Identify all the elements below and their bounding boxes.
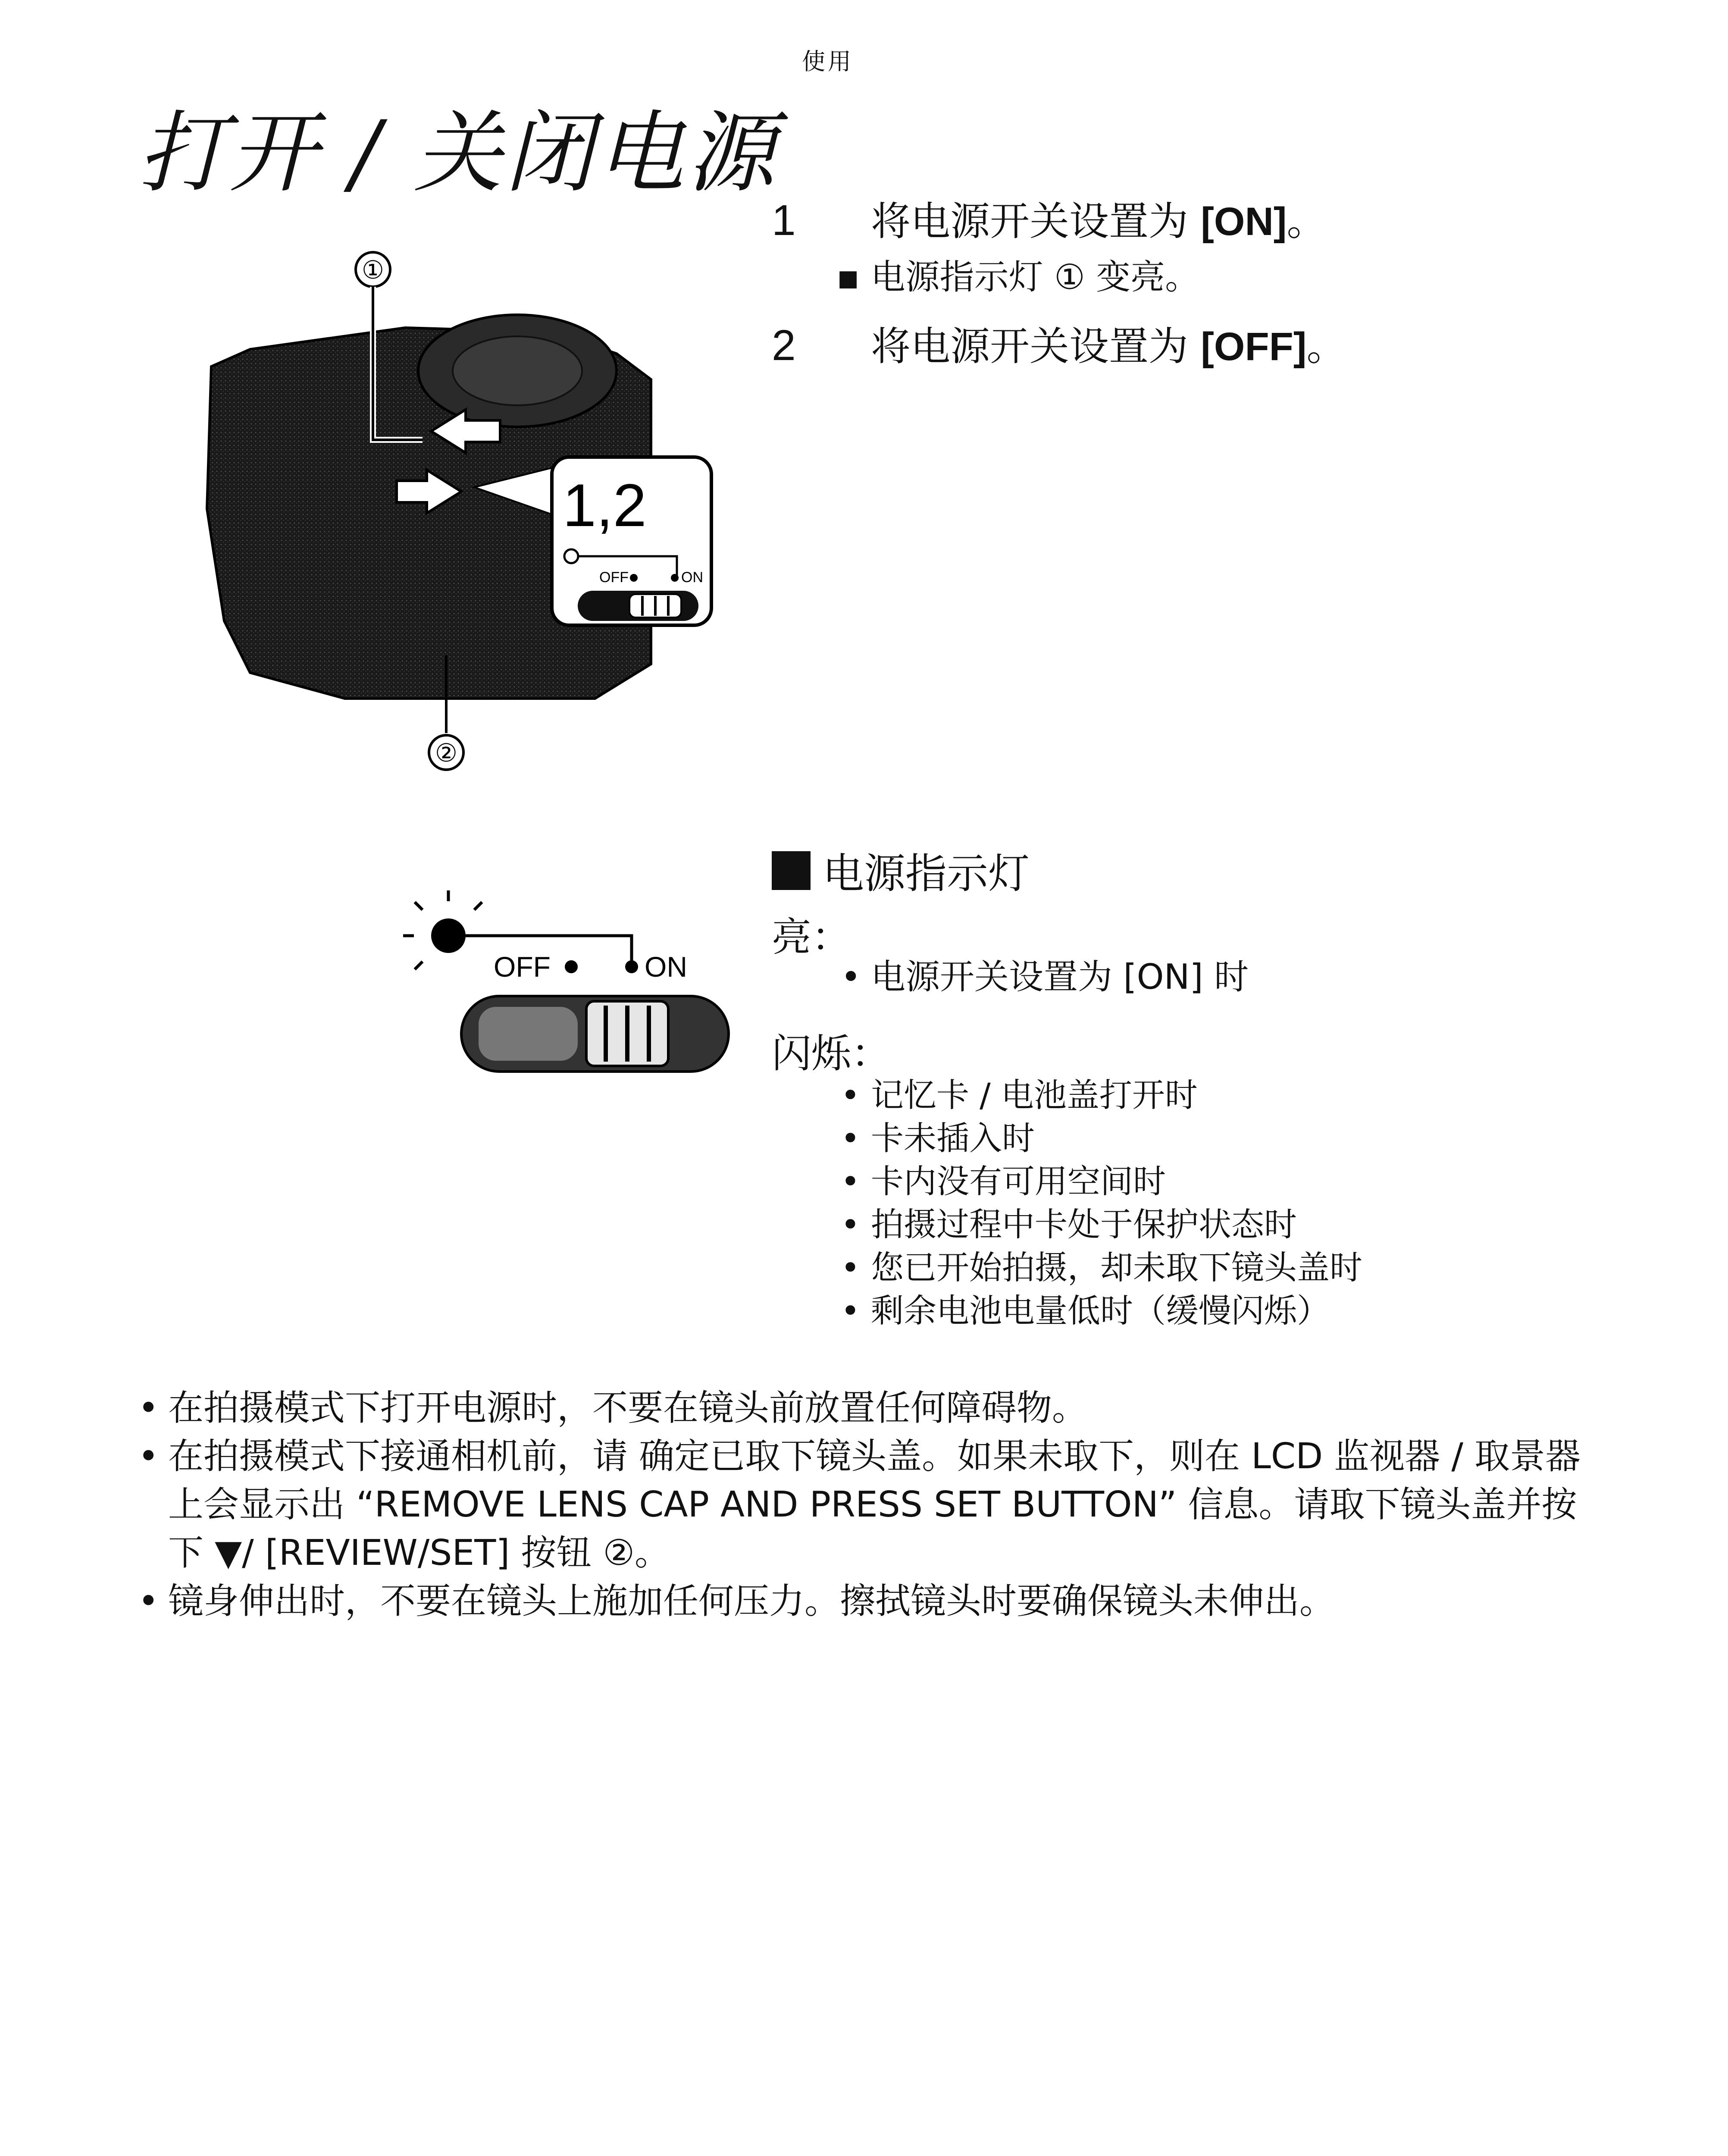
list-item: • 拍摄过程中卡处于保护状态时 — [841, 1203, 1362, 1246]
step-2: 2 将电源开关设置为 [OFF]。 — [772, 321, 1346, 370]
list-item: • 记忆卡 / 电池盖打开时 — [841, 1074, 1362, 1117]
power-switch-figure — [397, 884, 750, 1082]
notes-list — [138, 1384, 1604, 1626]
power-switch-icon — [461, 996, 729, 1072]
svg-text:ON: ON — [645, 951, 687, 983]
svg-text:①: ① — [362, 255, 384, 285]
svg-text:②: ② — [435, 738, 457, 768]
note-item: • 在拍摄模式下接通相机前，请 确定已取下镜头盖。如果未取下，则在 LCD 监视器 / 取景器上会显示出 “REMOVE LENS CAP AND PRESS SET BUTTON” 信息。请取下镜头盖并按下 ▼/ [REVIEW/SET] 按钮 ②。 — [138, 1432, 1604, 1577]
callout-2-icon — [429, 735, 463, 770]
list-item: • 剩余电池电量低时（缓慢闪烁） — [841, 1289, 1362, 1332]
section-square-icon — [772, 851, 811, 890]
lit-label: 亮： — [772, 914, 851, 960]
indicator-lamp-icon — [403, 890, 482, 969]
camera-figure — [164, 241, 750, 776]
blink-label: 闪烁： — [772, 1031, 891, 1077]
step-number: 1 — [772, 196, 796, 244]
list-item: • 您已开始拍摄，却未取下镜头盖时 — [841, 1246, 1362, 1289]
step-number: 2 — [772, 321, 796, 370]
list-item: • 卡未插入时 — [841, 1117, 1362, 1160]
step-1: 1 将电源开关设置为 [ON]。 — [772, 196, 1327, 244]
blink-list — [841, 1074, 1362, 1332]
note-item: • 镜身伸出时，不要在镜头上施加任何压力。擦拭镜头时要确保镜头未伸出。 — [138, 1577, 1604, 1626]
svg-text:OFF: OFF — [599, 569, 629, 586]
list-item: • 电源开关设置为 [ON] 时 — [841, 953, 1249, 1001]
lit-list — [841, 953, 1249, 1001]
switch-inset — [552, 457, 711, 625]
svg-text:ON: ON — [681, 569, 703, 586]
list-item: • 卡内没有可用空间时 — [841, 1160, 1362, 1203]
svg-text:OFF: OFF — [494, 951, 551, 983]
indicator-heading: 电源指示灯 — [772, 841, 1030, 900]
page-title: 打开 / 关闭电源 — [138, 102, 778, 205]
step-1-note: ▪ 电源指示灯 ① 变亮。 — [836, 257, 1200, 297]
callout-1-icon — [356, 252, 390, 287]
header-mark: 使用 — [802, 48, 854, 75]
svg-text:1,2: 1,2 — [563, 471, 647, 539]
note-item: • 在拍摄模式下打开电源时，不要在镜头前放置任何障碍物。 — [138, 1384, 1604, 1432]
